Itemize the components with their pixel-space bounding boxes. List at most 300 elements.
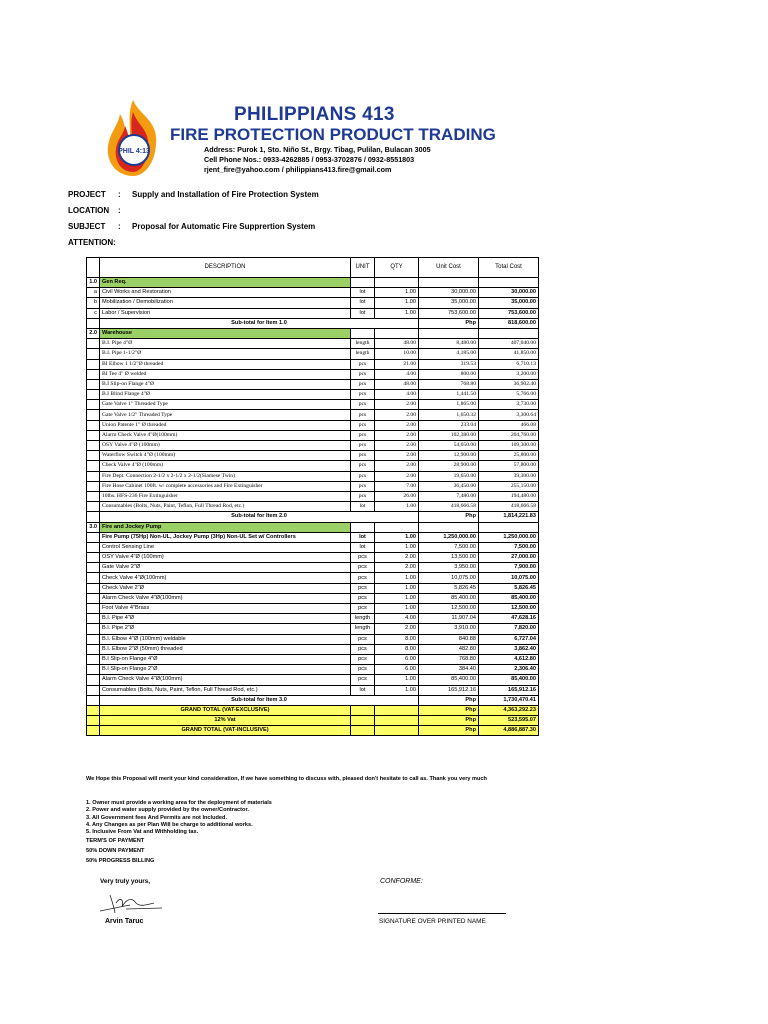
empty-cell — [419, 522, 479, 532]
grand-total-currency: Php — [419, 716, 479, 726]
note-item: 5. Inclusive From Vat and Withholding tax. — [86, 829, 199, 836]
item-unit-cost: 12,500.00 — [419, 604, 479, 614]
item-description: Labor / Supervision — [100, 308, 351, 318]
item-description: Consumables (Bolts, Nuts, Paint, Teflon, Full Thread Rod, etc.) — [100, 685, 351, 695]
item-qty: 2.00 — [375, 471, 419, 481]
row-index — [87, 339, 100, 349]
table-row — [87, 471, 539, 481]
item-total: 407,040.00 — [479, 339, 539, 349]
item-unit: pcs — [351, 471, 375, 481]
svg-text:PHIL 4:13: PHIL 4:13 — [118, 148, 150, 155]
grand-total-currency: Php — [419, 705, 479, 715]
item-unit-cost: 4,185.00 — [419, 349, 479, 359]
item-unit: pcs — [351, 491, 375, 501]
row-index — [87, 420, 100, 430]
item-qty: 8.00 — [375, 644, 419, 654]
empty-cell — [351, 278, 375, 288]
row-index — [87, 379, 100, 389]
row-index — [87, 644, 100, 654]
item-unit-cost: 1,250,000.00 — [419, 532, 479, 542]
item-description: Civil Works and Restoration — [100, 288, 351, 298]
item-total: 5,826.45 — [479, 583, 539, 593]
item-unit-cost: 13,500.00 — [419, 553, 479, 563]
item-description: 10lbs. HFS-236 Fire Extinguisher — [100, 491, 351, 501]
table-row — [87, 675, 539, 685]
item-total: 194,480.00 — [479, 491, 539, 501]
row-index — [87, 359, 100, 369]
item-unit: pcs — [351, 441, 375, 451]
table-body — [87, 258, 539, 736]
row-index — [87, 502, 100, 512]
subtotal-currency: Php — [419, 695, 479, 705]
item-total: 3,200.00 — [479, 369, 539, 379]
row-index — [87, 491, 100, 501]
item-qty: 1.00 — [375, 593, 419, 603]
grand-total-currency: Php — [419, 726, 479, 736]
item-description: Check Valve 4"Ø(100mm) — [100, 573, 351, 583]
payment-terms — [86, 836, 154, 866]
grand-total-value: 4,886,887.30 — [479, 726, 539, 736]
item-unit: pcs — [351, 410, 375, 420]
item-qty: 1.00 — [375, 583, 419, 593]
item-total: 27,000.00 — [479, 553, 539, 563]
item-description: B.I. Elbow 4"Ø (100mm) weldable — [100, 634, 351, 644]
section-number: 2.0 — [87, 328, 100, 338]
item-unit-cost: 7,480.00 — [419, 491, 479, 501]
item-unit-cost: 12,900.00 — [419, 451, 479, 461]
empty-cell — [351, 328, 375, 338]
item-total: 255,150.00 — [479, 481, 539, 491]
signer-name: Arvin Taruc — [105, 918, 144, 925]
item-qty: 2.00 — [375, 430, 419, 440]
header-qty: QTY — [375, 258, 419, 278]
signature-line — [378, 913, 506, 914]
item-qty: 2.00 — [375, 400, 419, 410]
item-qty: 1.00 — [375, 502, 419, 512]
item-description: Waterflow Switch 4"Ø (100mm) — [100, 451, 351, 461]
row-index — [87, 461, 100, 471]
item-unit-cost: 1,650.32 — [419, 410, 479, 420]
empty-cell — [375, 705, 419, 715]
item-unit-cost: 5,826.45 — [419, 583, 479, 593]
item-unit: length — [351, 349, 375, 359]
row-index: b — [87, 298, 100, 308]
item-qty: 48.00 — [375, 379, 419, 389]
item-description: Alarm Check Valve 4"Ø(100mm) — [100, 430, 351, 440]
regards-text: Very truly yours, — [100, 878, 151, 885]
item-total: 204,760.00 — [479, 430, 539, 440]
item-unit-cost: 768.80 — [419, 654, 479, 664]
subtotal-currency: Php — [419, 512, 479, 522]
row-index — [87, 685, 100, 695]
header-unit-cost: Unit Cost — [419, 258, 479, 278]
item-qty: 2.00 — [375, 410, 419, 420]
item-qty: 1.00 — [375, 298, 419, 308]
subtotal-row — [87, 318, 539, 328]
item-unit: pcs — [351, 461, 375, 471]
table-row — [87, 644, 539, 654]
terms-line: 50% PROGRESS BILLING — [86, 858, 155, 864]
company-address: Address: Purok 1, Sto. Niño St., Brgy. Tibag, Pulilan, Bulacan 3005 — [204, 145, 431, 154]
table-row — [87, 685, 539, 695]
meta-attention: ATTENTION: — [68, 238, 116, 247]
row-index — [87, 451, 100, 461]
table-row — [87, 614, 539, 624]
table-row — [87, 298, 539, 308]
row-index — [87, 430, 100, 440]
row-index — [87, 593, 100, 603]
item-unit-cost: 1,865.00 — [419, 400, 479, 410]
subtotal-value: 1,730,470.41 — [479, 695, 539, 705]
item-qty: 1.00 — [375, 542, 419, 552]
row-index — [87, 634, 100, 644]
company-name: PHILIPPIANS 413 — [234, 104, 395, 125]
item-description: BI Tee 4" Ø welded — [100, 369, 351, 379]
empty-cell — [375, 726, 419, 736]
item-unit: lot — [351, 542, 375, 552]
row-index — [87, 542, 100, 552]
item-unit: pcs — [351, 563, 375, 573]
item-description: OSY Valve 4"Ø (100mm) — [100, 441, 351, 451]
item-unit-cost: 482.80 — [419, 644, 479, 654]
item-unit: length — [351, 624, 375, 634]
note-item: 2. Power and water supply provided by the owner/Contractor. — [86, 807, 249, 814]
section-header-row — [87, 278, 539, 288]
table-row — [87, 573, 539, 583]
item-description: B.I. Pipe 1-1/2"Ø — [100, 349, 351, 359]
empty-cell — [351, 705, 375, 715]
item-total: 3,862.40 — [479, 644, 539, 654]
bill-of-quantities-table — [86, 257, 539, 736]
item-unit: pcs — [351, 573, 375, 583]
item-qty: 8.00 — [375, 634, 419, 644]
terms-line: 50% DOWN PAYMENT — [86, 848, 145, 854]
item-total: 85,400.00 — [479, 675, 539, 685]
row-index — [87, 400, 100, 410]
table-row — [87, 400, 539, 410]
item-qty: 10.00 — [375, 349, 419, 359]
section-number: 3.0 — [87, 522, 100, 532]
item-description: OSY Valve 4"Ø (100mm) — [100, 553, 351, 563]
company-emails: rjent_fire@yahoo.com / philippians413.fire@gmail.com — [204, 165, 392, 174]
table-row — [87, 308, 539, 318]
item-total: 12,500.00 — [479, 604, 539, 614]
table-row — [87, 410, 539, 420]
item-total: 418,666.58 — [479, 502, 539, 512]
item-unit-cost: 1,441.50 — [419, 390, 479, 400]
item-unit: lot — [351, 288, 375, 298]
subtotal-label: Sub-total for Item 2.0 — [100, 512, 419, 522]
item-description: Alarm Check Valve 4"Ø(100mm) — [100, 593, 351, 603]
table-row — [87, 359, 539, 369]
item-total: 47,628.16 — [479, 614, 539, 624]
item-description: B.I. Elbow 2"Ø (50mm) threaded — [100, 644, 351, 654]
table-row — [87, 339, 539, 349]
item-unit-cost: 8,480.00 — [419, 339, 479, 349]
item-description: B.I. Pipe 4"Ø — [100, 339, 351, 349]
subtotal-label: Sub-total for Item 3.0 — [100, 695, 419, 705]
table-row — [87, 654, 539, 664]
table-row — [87, 532, 539, 542]
note-item: 4. Any Changes as per Plan Will be charge to additional works. — [86, 821, 253, 828]
section-title: Warehouse — [100, 328, 351, 338]
item-total: 165,912.16 — [479, 685, 539, 695]
item-total: 6,710.13 — [479, 359, 539, 369]
item-description: B.I. Pipe 4"Ø — [100, 614, 351, 624]
item-unit: pcs — [351, 593, 375, 603]
item-qty: 2.00 — [375, 563, 419, 573]
empty-cell — [351, 522, 375, 532]
item-description: Fire Pump (75Hp) Non-UL, Jockey Pump (3Hp) Non-UL Set w/ Controllers — [100, 532, 351, 542]
item-total: 30,000.00 — [479, 288, 539, 298]
item-description: Check Valve 2"Ø — [100, 583, 351, 593]
table-row — [87, 379, 539, 389]
item-description: B.I Blind Flange 4"Ø — [100, 390, 351, 400]
item-unit: lot — [351, 308, 375, 318]
row-index — [87, 481, 100, 491]
table-row — [87, 553, 539, 563]
item-unit-cost: 28,900.00 — [419, 461, 479, 471]
item-description: Fire Hose Cabinet 100ft. w/ complete accessories and Fire Extinguisher — [100, 481, 351, 491]
table-row — [87, 288, 539, 298]
item-qty: 2.00 — [375, 553, 419, 563]
note-item: 1. Owner must provide a working area for the deployment of materials — [86, 800, 272, 806]
item-qty: 6.00 — [375, 665, 419, 675]
item-qty: 2.00 — [375, 420, 419, 430]
table-row — [87, 563, 539, 573]
item-qty: 1.00 — [375, 604, 419, 614]
meta-project: PROJECT : Supply and Installation of Fire Protection System — [68, 190, 319, 199]
terms-title: TERM'S OF PAYMENT — [86, 838, 145, 844]
table-row — [87, 634, 539, 644]
item-total: 7,500.00 — [479, 542, 539, 552]
row-index — [87, 624, 100, 634]
item-description: Alarm Check Valve 4"Ø(100mm) — [100, 675, 351, 685]
grand-total-value: 4,363,292.23 — [479, 705, 539, 715]
item-description: Foot Valve 4"Brass — [100, 604, 351, 614]
item-unit: lot — [351, 532, 375, 542]
table-row — [87, 542, 539, 552]
signature-caption: SIGNATURE OVER PRINTED NAME — [379, 918, 486, 925]
item-qty: 6.00 — [375, 654, 419, 664]
item-description: Gate Valve 2"Ø — [100, 563, 351, 573]
item-unit-cost: 54,650.00 — [419, 441, 479, 451]
item-unit: pcs — [351, 644, 375, 654]
item-unit: lot — [351, 502, 375, 512]
item-total: 3,730.00 — [479, 400, 539, 410]
item-unit: pcs — [351, 583, 375, 593]
item-total: 2,306.40 — [479, 665, 539, 675]
empty-cell — [87, 716, 100, 726]
item-total: 7,820.00 — [479, 624, 539, 634]
item-unit: pcs — [351, 675, 375, 685]
grand-total-row — [87, 726, 539, 736]
table-row — [87, 369, 539, 379]
item-description: B.I Slip-on Flange 2"Ø — [100, 665, 351, 675]
item-unit: pcs — [351, 369, 375, 379]
item-total: 85,400.00 — [479, 593, 539, 603]
empty-cell — [419, 278, 479, 288]
subtotal-row — [87, 512, 539, 522]
item-total: 10,075.00 — [479, 573, 539, 583]
item-total: 3,300.64 — [479, 410, 539, 420]
row-index — [87, 553, 100, 563]
row-index — [87, 369, 100, 379]
row-index — [87, 654, 100, 664]
item-description: B.I. Pipe 2"Ø — [100, 624, 351, 634]
item-qty: 2.00 — [375, 624, 419, 634]
empty-cell — [351, 716, 375, 726]
item-qty: 1.00 — [375, 532, 419, 542]
empty-cell — [375, 716, 419, 726]
header-description: DESCRIPTION — [100, 258, 351, 278]
item-qty: 1.00 — [375, 685, 419, 695]
table-row — [87, 461, 539, 471]
table-row — [87, 390, 539, 400]
subtotal-currency: Php — [419, 318, 479, 328]
item-description: Union Patente 1" Ø threaded — [100, 420, 351, 430]
row-index — [87, 532, 100, 542]
row-index — [87, 573, 100, 583]
subtotal-value: 818,600.00 — [479, 318, 539, 328]
item-total: 41,850.00 — [479, 349, 539, 359]
item-unit-cost: 165,912.16 — [419, 685, 479, 695]
item-total: 57,800.00 — [479, 461, 539, 471]
item-total: 7,900.00 — [479, 563, 539, 573]
table-row — [87, 624, 539, 634]
table-row — [87, 430, 539, 440]
flame-logo-icon — [100, 98, 166, 178]
table-row — [87, 583, 539, 593]
item-total: 753,600.00 — [479, 308, 539, 318]
item-unit-cost: 840.88 — [419, 634, 479, 644]
item-total: 35,000.00 — [479, 298, 539, 308]
empty-cell — [87, 318, 100, 328]
empty-cell — [375, 278, 419, 288]
row-index — [87, 583, 100, 593]
item-unit: length — [351, 339, 375, 349]
item-description: Check Valve 4"Ø (100mm) — [100, 461, 351, 471]
item-unit-cost: 800.00 — [419, 369, 479, 379]
item-total: 1,250,000.00 — [479, 532, 539, 542]
item-total: 109,300.00 — [479, 441, 539, 451]
grand-total-row — [87, 705, 539, 715]
section-header-row — [87, 328, 539, 338]
item-description: Gate Valve 1/2" Threaded Type — [100, 410, 351, 420]
item-qty: 2.00 — [375, 461, 419, 471]
row-index — [87, 614, 100, 624]
meta-subject: SUBJECT : Proposal for Automatic Fire Supprertion System — [68, 222, 316, 231]
subtotal-value: 1,814,221.83 — [479, 512, 539, 522]
item-qty: 1.00 — [375, 288, 419, 298]
item-qty: 7.00 — [375, 481, 419, 491]
row-index — [87, 410, 100, 420]
item-unit-cost: 3,950.00 — [419, 563, 479, 573]
item-description: Mobilization / Demobilization — [100, 298, 351, 308]
header-unit: UNIT — [351, 258, 375, 278]
row-index — [87, 471, 100, 481]
item-qty: 48.00 — [375, 339, 419, 349]
item-qty: 1.00 — [375, 308, 419, 318]
item-unit-cost: 233.04 — [419, 420, 479, 430]
empty-cell — [375, 328, 419, 338]
closing-statement: We Hope this Proposal will merit your kind consideration, If we have something to discuss with, pleased don't hesitate to call as. Thank you very much — [86, 776, 487, 782]
item-unit: pcs — [351, 359, 375, 369]
handwritten-signature — [96, 889, 166, 917]
item-qty: 26.00 — [375, 491, 419, 501]
row-index: a — [87, 288, 100, 298]
item-description: Fire Dept. Connection 2-1/2 x 2-1/2 x 2-1/2(Siamese Twin) — [100, 471, 351, 481]
item-unit-cost: 768.80 — [419, 379, 479, 389]
item-unit: pcs — [351, 430, 375, 440]
item-description: Gate Valve 1" Threaded Type — [100, 400, 351, 410]
grand-total-label: GRAND TOTAL (VAT-EXCLUSIVE) — [100, 705, 351, 715]
notes-list — [86, 800, 272, 836]
row-index: c — [87, 308, 100, 318]
item-qty: 4.00 — [375, 390, 419, 400]
item-qty: 2.00 — [375, 441, 419, 451]
item-unit-cost: 30,000.00 — [419, 288, 479, 298]
section-number: 1.0 — [87, 278, 100, 288]
empty-cell — [87, 512, 100, 522]
item-description: B.I Slip-on Flange 4"Ø — [100, 379, 351, 389]
item-unit: pcs — [351, 451, 375, 461]
item-unit: pcs — [351, 634, 375, 644]
table-header-row — [87, 258, 539, 278]
meta-location: LOCATION : — [68, 206, 121, 215]
table-row — [87, 441, 539, 451]
item-unit: pcs — [351, 604, 375, 614]
empty-cell — [419, 328, 479, 338]
item-total: 25,800.00 — [479, 451, 539, 461]
item-unit: lot — [351, 685, 375, 695]
table-row — [87, 604, 539, 614]
section-title: Fire and Jockey Pump — [100, 522, 351, 532]
section-header-row — [87, 522, 539, 532]
item-unit-cost: 319.53 — [419, 359, 479, 369]
table-row — [87, 420, 539, 430]
item-unit-cost: 102,380.00 — [419, 430, 479, 440]
empty-cell — [87, 726, 100, 736]
item-unit-cost: 418,666.58 — [419, 502, 479, 512]
item-unit: pcs — [351, 390, 375, 400]
note-item: 3. All Government fees And Permits are not Included. — [86, 814, 228, 821]
grand-total-label: 12% Vat — [100, 716, 351, 726]
item-description: BI Elbow 1 1/2"Ø threaded — [100, 359, 351, 369]
item-qty: 4.00 — [375, 614, 419, 624]
table-row — [87, 502, 539, 512]
grand-total-row — [87, 716, 539, 726]
item-total: 4,612.80 — [479, 654, 539, 664]
item-qty: 1.00 — [375, 675, 419, 685]
item-unit: pcs — [351, 420, 375, 430]
row-index — [87, 349, 100, 359]
table-row — [87, 593, 539, 603]
item-unit-cost: 11,907.04 — [419, 614, 479, 624]
item-qty: 21.00 — [375, 359, 419, 369]
empty-cell — [87, 705, 100, 715]
empty-cell — [479, 328, 539, 338]
item-unit-cost: 10,075.00 — [419, 573, 479, 583]
item-unit-cost: 35,000.00 — [419, 298, 479, 308]
item-unit: pcs — [351, 665, 375, 675]
item-unit: lot — [351, 298, 375, 308]
item-unit-cost: 85,400.00 — [419, 675, 479, 685]
item-total: 36,902.40 — [479, 379, 539, 389]
item-unit: pcs — [351, 481, 375, 491]
item-description: Consumables (Bolts, Nuts, Paint, Teflon, Full Thread Rod, etc.) — [100, 502, 351, 512]
item-unit-cost: 36,450.00 — [419, 481, 479, 491]
